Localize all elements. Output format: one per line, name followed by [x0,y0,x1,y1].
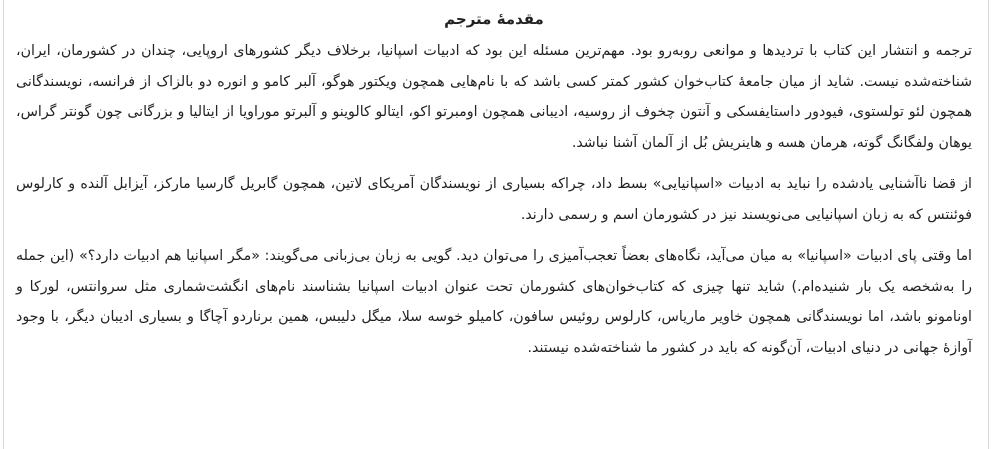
paragraph-3: اما وقتی پای ادبیات «اسپانیا» به میان می‌آید، نگاه‌های بعضاً تعجب‌آمیزی را می‌توان دید. گویی به زبان بی‌زبانی می‌گویند: «مگر اسپانیا هم ادبیات دارد؟» (این جمله را به‌شخصه یک بار شنیده‌ام.) شاید تنها چیزی که کتاب‌خوان‌های کشورمان تحت عنوان ادبیات اسپانیا بشناسند نام‌های انگشت‌شماری مثل سروانتس، لورکا و اونامونو باشد، اما نویسندگانی همچون خاویر ماریاس، کارلوس روئیس سافون، کامیلو خوسه سلا، میگل دلیبس، همین برناردو آچاگا و بسیاری ادیبان دیگر، با وجود آوازهٔ جهانی در دنیای ادبیات، آن‌گونه که باید در کشور ما شناخته‌شده نیستند. [16,248,972,356]
document-body [16,8,972,363]
section-title: مقدمهٔ مترجم [444,10,544,28]
paragraph-1: ترجمه و انتشار این کتاب با تردیدها و موانعی روبه‌رو بود. مهم‌ترین مسئله این بود که ادبیات اسپانیا، برخلاف دیگر کشورهای اروپایی، چندان در کشورمان، ایران، شناخته‌شده نیست. شاید از میان جامعهٔ کتاب‌خوان کشور کمتر کسی باشد که با نام‌هایی همچون ویکتور هوگو، آلبر کامو و انوره دو بالزاک از فرانسه، نویسندگانی همچون لئو تولستوی، فیودور داستایفسکی و آنتون چخوف از روسیه، ادیبانی همچون اومبرتو اکو، ایتالو کالوینو و آلبرتو موراویا از ایتالیا و بزرگانی چون گونتر گراس، یوهان ولفگانگ گوته، هرمان هسه و هاینریش بُل از آلمان آشنا نباشد. [16,43,972,151]
document-page [3,0,989,449]
paragraph-2: از قضا ناآشنایی یادشده را نباید به ادبیات «اسپانیایی» بسط داد، چراکه بسیاری از نویسندگان آمریکای لاتین، همچون گابریل گارسیا مارکز، آیزابل آلنده و کارلوس فوئنتس که به زبان اسپانیایی می‌نویسند نیز در کشورمان اسم و رسمی دارند. [16,176,972,223]
